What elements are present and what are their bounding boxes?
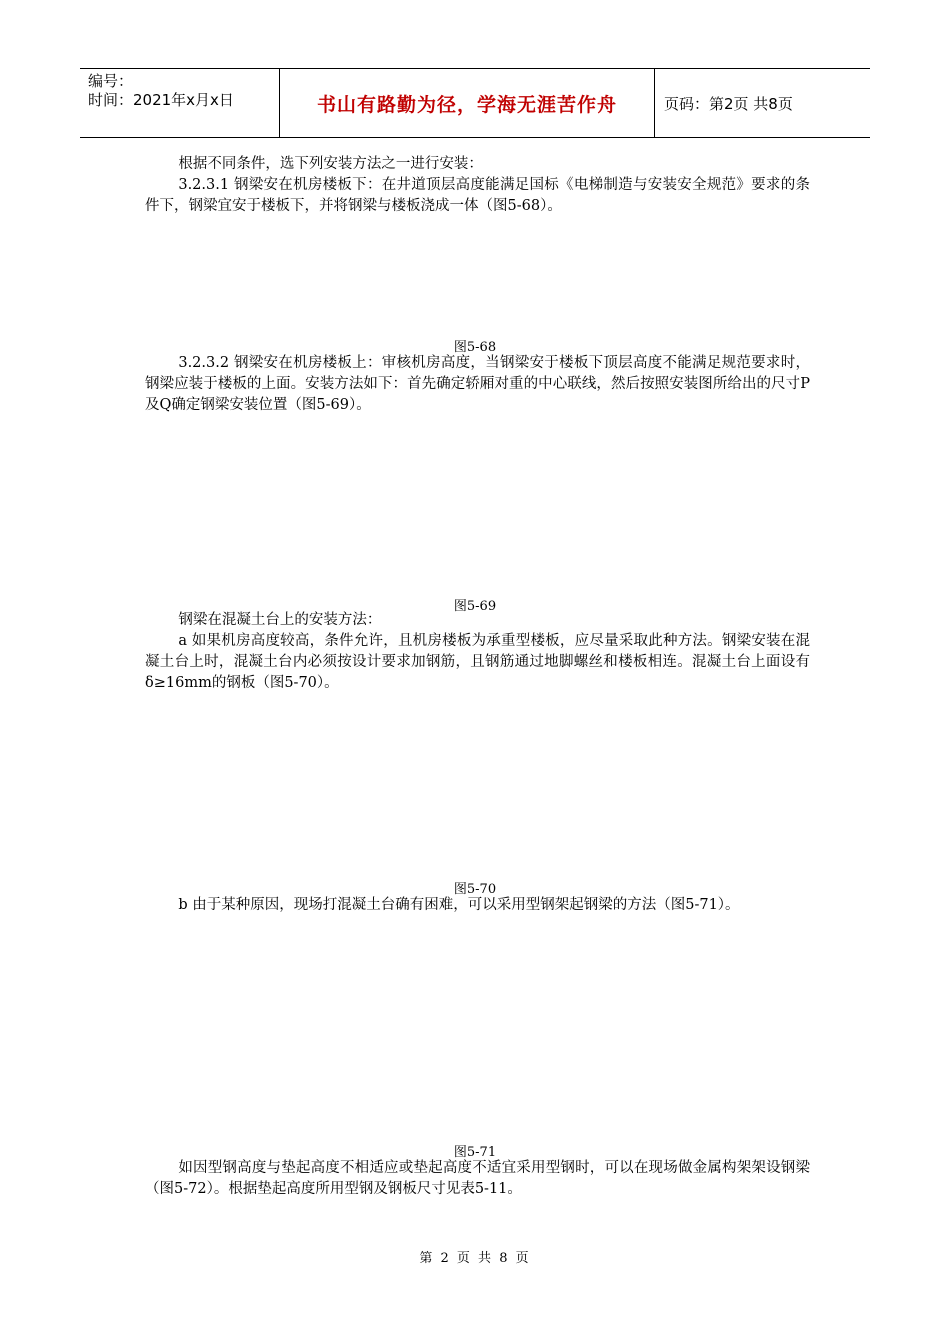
figure-5-71-area [145,945,810,1135]
figure-5-68-area [145,222,810,332]
header-motto-cell [280,69,655,137]
section-above-floor [145,353,810,416]
header-time: 时间：2021年x月x日 [88,91,234,109]
figure-caption: 图5-71 [453,1145,497,1160]
figure-caption: 图5-70 [453,882,497,897]
document-header [80,68,870,138]
figure-caption: 图5-68 [453,340,497,355]
paragraph: 钢梁在混凝土台上的安装方法： [178,612,382,628]
figure-5-70-area [145,700,810,872]
figure-caption: 图5-69 [453,599,497,614]
header-meta [80,69,280,137]
header-motto: 书山有路勤为径，学海无涯苦作舟 [316,93,617,116]
paragraph: 根据不同条件，选下列安装方法之一进行安装： [178,156,483,172]
header-page-cell [654,69,870,137]
figure-5-69-area [145,420,810,592]
paragraph: a 如果机房高度较高，条件允许，且机房楼板为承重型楼板，应尽量采取此种方法。钢梁安装在混凝土台上时，混凝土台内必须按设计要求加钢筋，且钢筋通过地脚螺丝和楼板相连。混凝土台上面设有δ≥16mm的钢板（图5-70）。 [145,633,810,691]
header-page: 页码：第2页 共8页 [664,94,793,113]
section-steel-support [145,895,810,916]
paragraph: b 由于某种原因，现场打混凝土台确有困难，可以采用型钢架起钢梁的方法（图5-71）。 [178,897,740,913]
header-number: 编号： [88,72,134,90]
section-concrete-platform [145,610,810,694]
page-footer: 第 2 页 共 8 页 [419,1251,531,1266]
paragraph: 3.2.3.2 钢梁安在机房楼板上：审核机房高度，当钢梁安于楼板下顶层高度不能满足规范要求时，钢梁应装于楼板的上面。安装方法如下：首先确定轿厢对重的中心联线，然后按照安装图所给出的尺寸P及Q确定钢梁安装位置（图5-69）。 [145,355,810,413]
section-intro [145,154,810,217]
section-metal-frame [145,1158,810,1200]
paragraph: 3.2.3.1 钢梁安在机房楼板下：在井道顶层高度能满足国标《电梯制造与安装安全规范》要求的条件下，钢梁宜安于楼板下，并将钢梁与楼板浇成一体（图5-68）。 [145,177,810,214]
paragraph: 如因型钢高度与垫起高度不相适应或垫起高度不适宜采用型钢时，可以在现场做金属构架架设钢梁（图5-72）。根据垫起高度所用型钢及钢板尺寸见表5-11。 [145,1160,810,1197]
